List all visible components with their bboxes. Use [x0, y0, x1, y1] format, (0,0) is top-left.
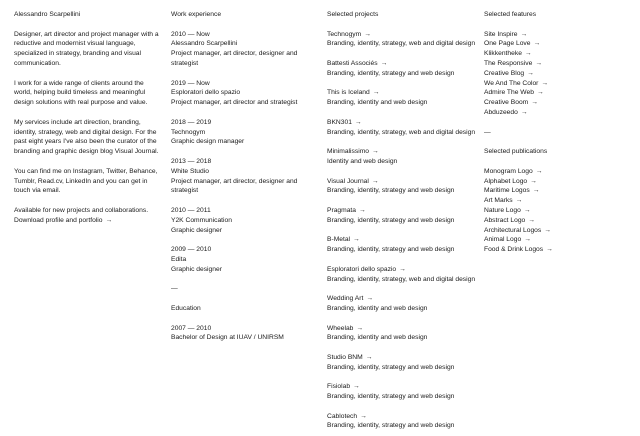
publication-link[interactable] [484, 226, 634, 236]
arrow-right-icon: → [365, 353, 373, 361]
separator: — [484, 128, 491, 136]
features-column [484, 10, 634, 255]
project-link[interactable] [327, 294, 477, 304]
arrow-right-icon: → [527, 69, 534, 77]
availability-block [14, 206, 162, 226]
about-paragraph: My services include art direction, branding, identity, strategy, web and digital design. For the past eight years I've also been the curator of the branding and graphic design blog Visual Journal. [14, 118, 159, 156]
project-name: Wedding Art [327, 295, 364, 303]
work-entry [171, 30, 321, 69]
feature-link[interactable] [484, 98, 634, 108]
project-entry [327, 294, 477, 314]
feature-name: One Page Love [484, 40, 531, 48]
project-entry [327, 353, 477, 373]
feature-name: Abduzeedo [484, 108, 518, 116]
features-heading: Selected features [484, 11, 537, 18]
project-name: Wheelab [327, 324, 354, 332]
project-link[interactable] [327, 88, 477, 98]
publication-link[interactable] [484, 167, 634, 177]
publication-link[interactable] [484, 245, 634, 255]
project-description: Identity and web design [327, 157, 398, 165]
project-entry [327, 412, 477, 432]
publications-heading: Selected publications [484, 148, 548, 156]
feature-name: Creative Boom [484, 99, 529, 107]
feature-name: We And The Color [484, 79, 539, 87]
project-name: Minimalissimo [327, 148, 369, 156]
project-link[interactable] [327, 412, 477, 422]
arrow-right-icon: → [520, 108, 528, 116]
work-role: Project manager, art director, designer and strategist [171, 177, 298, 195]
arrow-right-icon: → [364, 30, 371, 38]
project-link[interactable] [327, 265, 477, 275]
project-link[interactable] [327, 353, 477, 363]
project-entry [327, 265, 477, 285]
work-dates: 2013 — 2018 [171, 157, 212, 165]
arrow-right-icon: → [360, 412, 367, 420]
project-description: Branding, identity, strategy and web design [327, 187, 455, 195]
work-company: Y2K Communication [171, 216, 232, 224]
project-entry [327, 147, 477, 167]
project-description: Branding, identity, strategy and web design [327, 246, 455, 254]
feature-link[interactable] [484, 30, 634, 40]
work-role: Graphic design manager [171, 138, 245, 146]
work-role: Project manager, art director and strategist [171, 99, 298, 107]
publication-list [484, 167, 634, 255]
feature-link[interactable] [484, 39, 634, 49]
arrow-right-icon: → [544, 226, 551, 234]
work-company: White Studio [171, 167, 209, 175]
arrow-right-icon: → [353, 236, 360, 244]
publication-link[interactable] [484, 177, 634, 187]
project-link[interactable] [327, 324, 477, 334]
project-entry [327, 88, 477, 108]
work-dates: 2010 — 2011 [171, 206, 211, 214]
work-company: Edita [171, 255, 187, 263]
arrow-right-icon: → [533, 40, 541, 48]
project-entry [327, 235, 477, 255]
project-list [327, 30, 477, 432]
publication-name: Animal Logo [484, 236, 522, 244]
feature-link[interactable] [484, 69, 634, 79]
project-description: Branding, identity, strategy, web and digital design [327, 40, 476, 48]
arrow-right-icon: → [541, 79, 549, 87]
publication-name: Alphabet Logo [484, 177, 528, 185]
project-entry [327, 382, 477, 402]
download-profile-label: Download profile and portfolio [14, 216, 103, 224]
arrow-right-icon: → [531, 99, 538, 107]
publication-name: Maritime Logos [484, 187, 530, 195]
project-link[interactable] [327, 177, 477, 187]
arrow-right-icon: → [524, 236, 531, 244]
about-paragraph: I work for a wide range of clients around the world, helping build timeless and meaningful design solutions with real purpose and value. [14, 79, 148, 107]
arrow-right-icon: → [372, 148, 379, 156]
education-heading: Education [171, 304, 201, 312]
work-role: Graphic designer [171, 265, 222, 273]
feature-link[interactable] [484, 108, 634, 118]
arrow-right-icon: → [353, 383, 360, 391]
arrow-right-icon: → [536, 89, 544, 97]
project-link[interactable] [327, 206, 477, 216]
publication-link[interactable] [484, 235, 634, 245]
feature-link[interactable] [484, 59, 634, 69]
work-entry [171, 79, 321, 108]
availability-text: Available for new projects and collaborations. [14, 206, 149, 214]
project-entry [327, 177, 477, 197]
download-profile-link[interactable] [14, 216, 162, 226]
publication-link[interactable] [484, 206, 634, 216]
publication-name: Art Marks [484, 197, 513, 205]
publication-name: Abstract Logo [484, 216, 526, 224]
work-entry [171, 157, 321, 196]
arrow-right-icon: → [532, 187, 540, 195]
work-entry [171, 118, 321, 147]
publication-link[interactable] [484, 216, 634, 226]
project-name: Battesti Associés [327, 59, 378, 67]
arrow-right-icon: → [356, 324, 364, 332]
work-role: Project manager, art director, designer and strategist [171, 50, 298, 67]
project-description: Branding, identity, strategy and web design [327, 422, 455, 430]
feature-name: Admire The Web [484, 89, 534, 97]
about-paragraph: You can find me on Instagram, Twitter, Behance, Tumblr, Read.cv, LinkedIn and you can get in touch via email. [14, 167, 158, 195]
project-name: Technogym [327, 30, 362, 38]
project-name: This is Iceland [327, 89, 370, 97]
arrow-right-icon: → [371, 177, 379, 185]
project-description: Branding, identity, strategy, web and digital design [327, 275, 476, 283]
work-list [171, 30, 321, 275]
project-name: Cablotech [327, 412, 358, 420]
work-dates: 2018 — 2019 [171, 118, 212, 126]
arrow-right-icon: → [515, 197, 523, 205]
work-dates: 2019 — Now [171, 79, 210, 87]
project-entry [327, 324, 477, 344]
about-column [14, 10, 162, 226]
project-description: Branding, identity, strategy and web design [327, 216, 455, 224]
project-link[interactable] [327, 118, 477, 128]
project-name: Esploratori dello spazio [327, 265, 397, 273]
feature-name: Creative Blog [484, 69, 525, 77]
publication-link[interactable] [484, 196, 634, 206]
publication-name: Monogram Logo [484, 167, 533, 175]
project-link[interactable] [327, 30, 477, 40]
feature-link[interactable] [484, 49, 634, 59]
project-link[interactable] [327, 59, 477, 69]
project-description: Branding, identity and web design [327, 304, 428, 312]
arrow-right-icon: → [354, 118, 362, 126]
project-description: Branding, identity, strategy and web design [327, 69, 455, 77]
work-company: Technogym [171, 128, 206, 136]
education-entry [171, 324, 321, 344]
arrow-right-icon: → [380, 59, 388, 67]
project-name: Fisiolab [327, 383, 351, 391]
arrow-right-icon: → [528, 216, 535, 224]
arrow-right-icon: → [535, 59, 543, 67]
work-role: Graphic designer [171, 226, 222, 234]
feature-link[interactable] [484, 88, 634, 98]
project-name: B-Metal [327, 236, 351, 244]
feature-list [484, 30, 634, 118]
owner-name: Alessandro Scarpellini [14, 11, 81, 18]
project-description: Branding, identity and web design [327, 334, 428, 342]
feature-name: Klikkentheke [484, 50, 522, 58]
project-link[interactable] [327, 147, 477, 157]
arrow-right-icon: → [366, 295, 373, 303]
arrow-right-icon: → [523, 206, 531, 214]
work-heading: Work experience [171, 11, 222, 18]
arrow-right-icon: → [530, 177, 537, 185]
project-description: Branding, identity, strategy and web design [327, 363, 455, 371]
work-dates: 2009 — 2010 [171, 246, 212, 254]
projects-column [327, 10, 477, 436]
project-entry [327, 59, 477, 79]
education-degree: Bachelor of Design at IUAV / UNIRSM [171, 334, 284, 342]
project-entry [327, 206, 477, 226]
arrow-right-icon: → [546, 246, 553, 254]
publication-name: Architectural Logos [484, 226, 542, 234]
arrow-right-icon: → [520, 30, 528, 38]
feature-name: Site Inspire [484, 30, 518, 38]
publication-name: Food & Drink Logos [484, 246, 544, 254]
project-name: Studio BNM [327, 353, 363, 361]
feature-name: The Responsive [484, 59, 533, 67]
work-dates: 2010 — Now [171, 30, 210, 38]
arrow-right-icon: → [399, 265, 406, 273]
work-entry [171, 206, 321, 235]
work-company: Alessandro Scarpellini [171, 40, 238, 48]
project-link[interactable] [327, 382, 477, 392]
project-description: Branding, identity, strategy and web design [327, 393, 455, 401]
work-company: Esploratori dello spazio [171, 89, 241, 97]
project-name: Visual Journal [327, 177, 369, 185]
project-name: Pragmata [327, 206, 356, 214]
feature-link[interactable] [484, 79, 634, 89]
project-name: BKN301 [327, 118, 352, 126]
about-paragraph: Designer, art director and project manager with a reductive and modernist visual language, specialized in strategy, branding and visual communication. [14, 30, 159, 67]
project-entry [327, 118, 477, 138]
project-description: Branding, identity, strategy, web and digital design [327, 128, 476, 136]
work-column [171, 10, 321, 353]
arrow-right-icon: → [105, 216, 113, 224]
arrow-right-icon: → [372, 89, 380, 97]
projects-heading: Selected projects [327, 11, 379, 18]
publication-name: Nature Logo [484, 206, 521, 214]
project-description: Branding, identity and web design [327, 99, 428, 107]
arrow-right-icon: → [535, 167, 543, 175]
project-entry [327, 30, 477, 50]
project-link[interactable] [327, 235, 477, 245]
education-dates: 2007 — 2010 [171, 324, 212, 332]
work-entry [171, 245, 321, 274]
arrow-right-icon: → [359, 206, 366, 214]
separator: — [171, 285, 178, 293]
arrow-right-icon: → [524, 50, 532, 58]
publication-link[interactable] [484, 186, 634, 196]
